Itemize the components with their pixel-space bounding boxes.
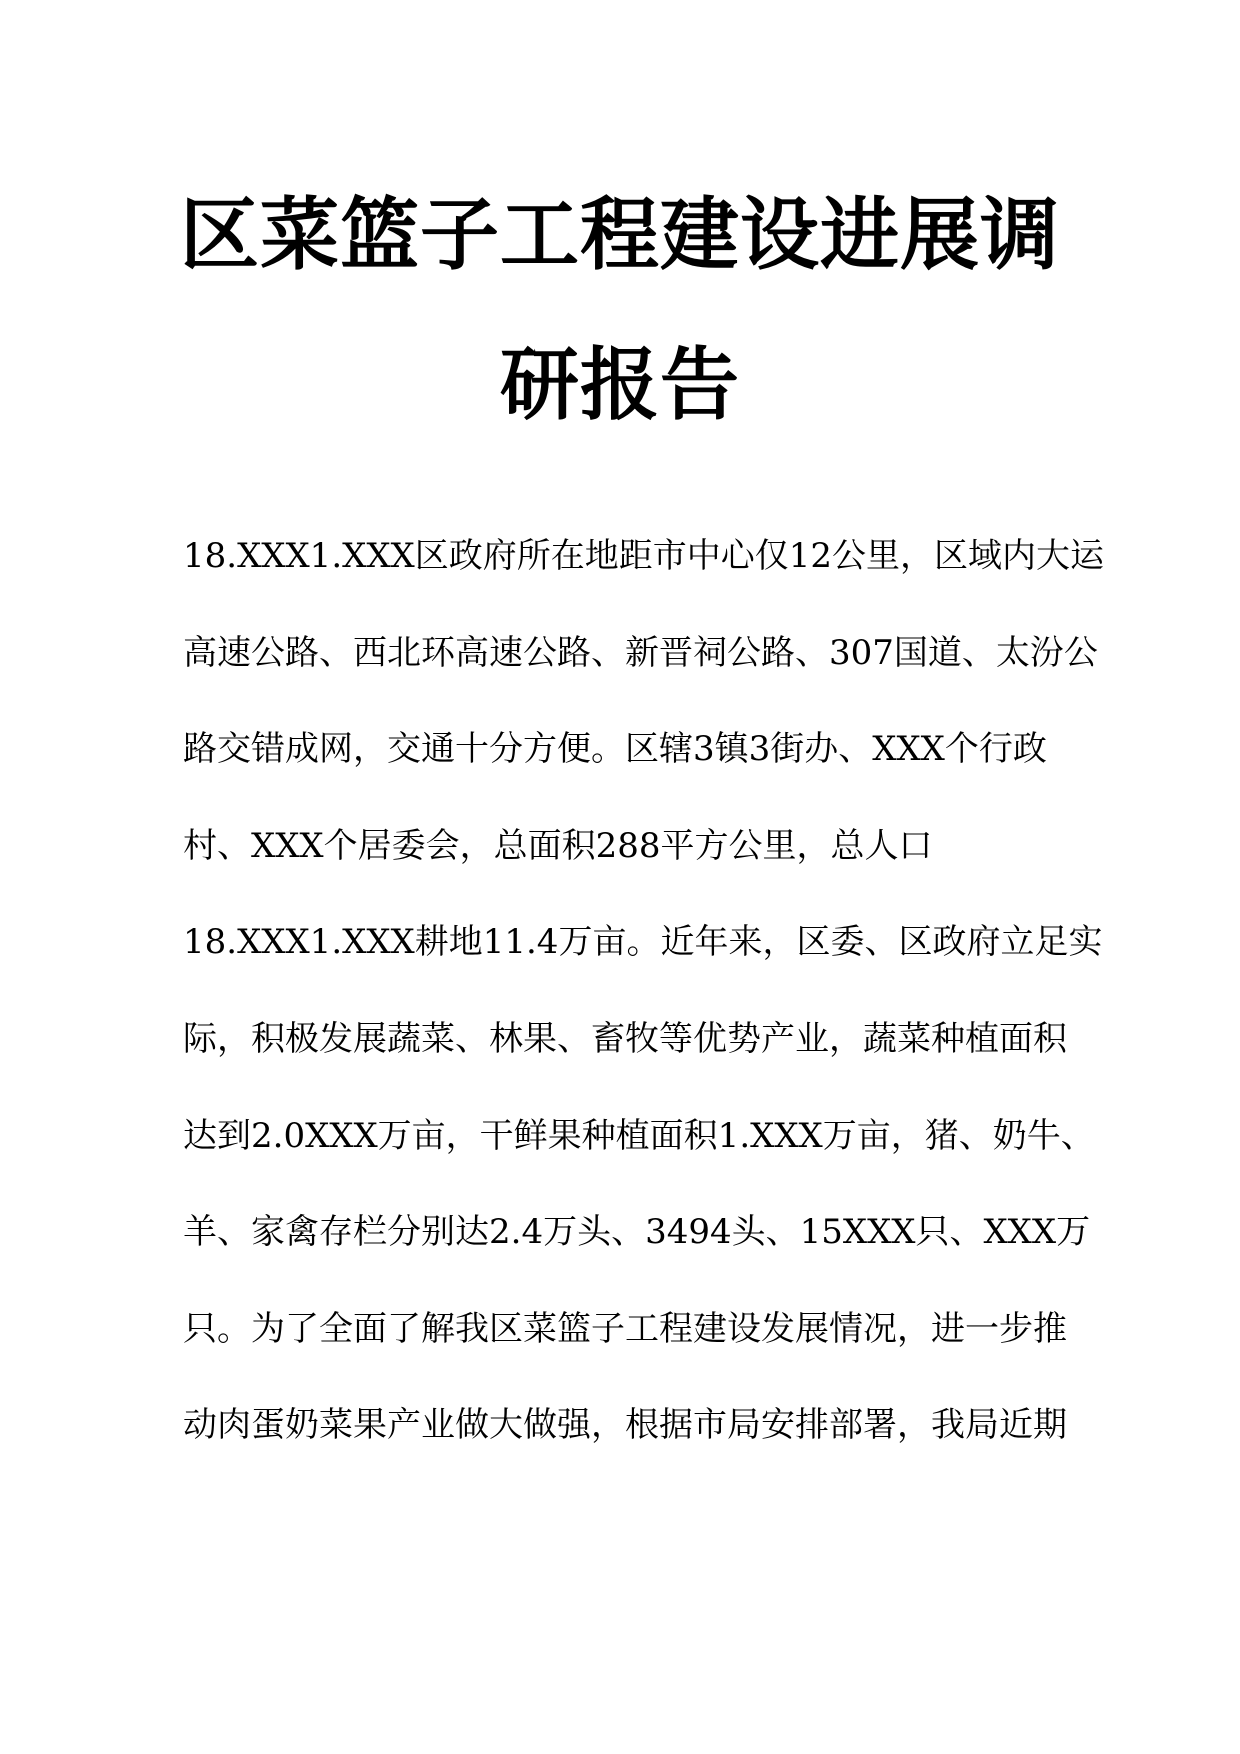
body-line: 羊、家禽存栏分别达2.4万头、3494头、15XXX只、XXX万 bbox=[183, 1212, 1091, 1253]
body-line: 只。为了全面了解我区菜篮子工程建设发展情况，进一步推 bbox=[183, 1308, 1067, 1349]
body-line: 村、XXX个居委会，总面积288平方公里，总人口 bbox=[183, 825, 933, 866]
document-body bbox=[183, 508, 1105, 1474]
body-line: 路交错成网，交通十分方便。区辖3镇3街办、XXX个行政 bbox=[183, 729, 1047, 770]
body-line: 达到2.0XXX万亩，干鲜果种植面积1.XXX万亩，猪、奶牛、 bbox=[183, 1115, 1095, 1156]
title-line: 区菜篮子工程建设进展调 bbox=[180, 189, 1060, 281]
body-line: 18.XXX1.XXX耕地11.4万亩。近年来，区委、区政府立足实 bbox=[183, 922, 1103, 963]
body-line: 动肉蛋奶菜果产业做大做强，根据市局安排部署，我局近期 bbox=[183, 1405, 1067, 1446]
body-line: 18.XXX1.XXX区政府所在地距市中心仅12公里，区域内大运 bbox=[183, 536, 1105, 576]
body-line: 高速公路、西北环高速公路、新晋祠公路、307国道、太汾公 bbox=[183, 632, 1098, 673]
body-line: 际，积极发展蔬菜、林果、畜牧等优势产业，蔬菜种植面积 bbox=[183, 1018, 1067, 1059]
title-line: 研报告 bbox=[500, 339, 740, 431]
document-title bbox=[0, 160, 1240, 460]
